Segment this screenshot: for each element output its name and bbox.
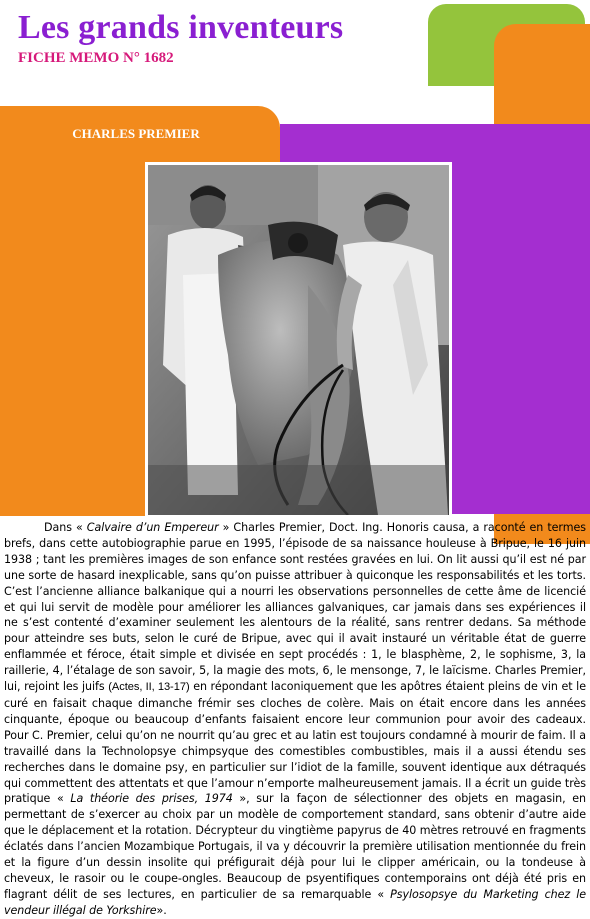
page-title: Les grands inventeurs — [18, 9, 344, 46]
article-text-4: », sur la façon de sélectionner des objets en magasin, en permettant de s’exercer au choix par un modèle de comportement standard, sans obtenir d’autre aide que le déplacement et la rotation. Décrypteur du vingtième papyrus de 40 mètres retrouvé en fragments éclatés dans l’ancien Mozambique Portugais, il va y découvrir la première utilisation mentionnée du frein et la figure d’un dessin insolite qui préfigurait déjà pour lui le clipper américain, ou la tondeuse à cheveux, le rasoir ou le coupe-ongles. Beaucoup de psyentifiques contemporains ont déjà été pris en flagrant délit de ses lectures, en particulier de sa remarquable « — [4, 792, 586, 901]
article-text-1: Dans « — [44, 521, 87, 534]
subject-name: CHARLES PREMIER — [72, 126, 200, 141]
fiche-number: FICHE MEMO N° 1682 — [18, 50, 174, 66]
black-and-white-photo-icon — [148, 165, 449, 515]
second-book-title: Psylosopsye du Marketing chez le vendeur illégal de Yorkshire — [4, 887, 587, 917]
guide-title: La théorie des prises, 1974 — [70, 792, 240, 806]
photo-frame — [145, 162, 452, 518]
article-body — [4, 520, 586, 919]
article-text-5: ». — [156, 903, 167, 917]
bible-reference: (Actes, II, 13-17) — [108, 681, 190, 694]
article-text-3: en répondant laconiquement que les apôtres étaient pleins de vin et le curé en faisait chaque dimanche frémir ses cloches de colère. Mais on était encore dans les années cinquante, époque ou beaucoup d’enfants faisaient encore leur communion pour avoir des cadeaux. Pour C. Premier, celui qu’on ne nourrit qu’au grec et au latin est toujours condamné à mourir de faim. Il a travaillé dans la Technolopsye chimpsyque des comestibles combustibles, mais il a aussi étendu ses recherches dans le domaine psy, en particulier sur l’idiot de la famille, souvent identique aux détraqués qui commettent des attentats et que l’amour n’emporte malheureusement jamais. Il a écrit un guide très pratique « — [4, 680, 586, 806]
article-text-2: » Charles Premier, Doct. Ing. Honoris causa, a raconté en termes brefs, dans cette autobiographie parue en 1995, l’épisode de sa naissance houleuse à Bripue, le 16 juin 1938 ; tant les premières images de son enfance sont restées gravées en lui. On lit aussi qu’il est né par une sorte de hasard inexplicable, sans qu’on puisse attribuer à quiconque les responsabilités et les torts. C’est l’ancienne alliance balkanique qui a nourri les observations personnelles de cette âme de licencié et qui lui servit de modèle pour améliorer les alliances galvaniques, car jamais dans ses expériences il ne s’est contenté d’examiner seulement les alentours de la réalité, sans rentrer dedans. Sa méthode pour atteindre ses buts, selon le curé de Bripue, avec qui il avait instauré un véritable état de guerre enflammée et féroce, était simple et divisée en sept procédés : 1, le blasphème, 2, le sophisme, 3, la raillerie, 4, l’étalage de son savoir, 5, la magie des mots, 6, le mensonge, 7, le laïcisme. Charles Premier, lui, rejoint les juifs — [4, 521, 586, 694]
book-title: Calvaire d’un Empereur — [86, 521, 219, 534]
